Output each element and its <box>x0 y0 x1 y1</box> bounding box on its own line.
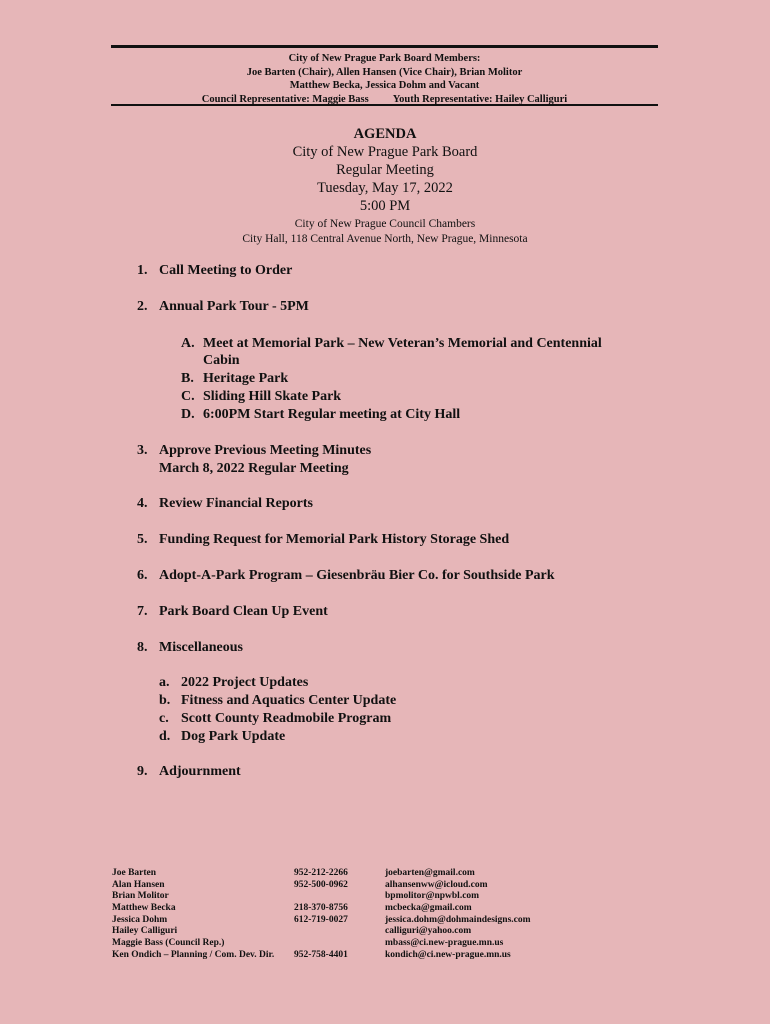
youth-representative: Youth Representative: Hailey Calliguri <box>392 93 568 105</box>
contact-email: kondich@ci.new-prague.mn.us <box>385 949 511 960</box>
contact-phone <box>294 891 348 903</box>
contact-name: Maggie Bass (Council Rep.) <box>112 938 225 949</box>
board-members-header <box>111 52 658 106</box>
contact-phone: 218-370-8756 <box>294 903 348 914</box>
board-name: City of New Prague Park Board <box>292 144 478 160</box>
meeting-type: Regular Meeting <box>336 162 434 178</box>
contact-name: Jessica Dohm <box>112 914 168 925</box>
meeting-time: 5:00 PM <box>359 198 411 214</box>
contact-name: Hailey Calliguri <box>112 926 178 937</box>
tour-subitem-continued: Cabin <box>203 353 240 368</box>
tour-subitem: C. Sliding Hill Skate Park <box>181 389 342 404</box>
contact-name: Alan Hansen <box>112 879 165 890</box>
agenda-title: AGENDA <box>353 126 417 142</box>
contact-name: Matthew Becka <box>112 903 176 914</box>
agenda-heading <box>0 125 770 247</box>
agenda-item: 8. Miscellaneous <box>137 640 243 655</box>
contact-phone: 952-758-4401 <box>294 949 348 960</box>
contact-email: bpmolitor@npwbl.com <box>385 891 480 902</box>
contact-name: Ken Ondich – Planning / Com. Dev. Dir. <box>112 949 275 960</box>
contact-phone <box>294 926 348 938</box>
misc-subitem: b. Fitness and Aquatics Center Update <box>159 693 397 708</box>
misc-subitem: c. Scott County Readmobile Program <box>159 711 392 726</box>
contact-email: mbass@ci.new-prague.mn.us <box>385 938 504 949</box>
agenda-item-continued: March 8, 2022 Regular Meeting <box>159 461 349 476</box>
contact-emails <box>385 868 531 962</box>
contact-phone: 952-212-2266 <box>294 868 348 878</box>
contact-email: alhansenww@icloud.com <box>385 879 488 890</box>
contact-names <box>112 868 274 962</box>
contact-name: Joe Barten <box>112 868 157 878</box>
header-top-rule <box>111 45 658 48</box>
contact-email: mcbecka@gmail.com <box>385 903 472 914</box>
meeting-location-2: City Hall, 118 Central Avenue North, New Prague, Minnesota <box>242 233 528 245</box>
tour-subitem: D. 6:00PM Start Regular meeting at City Hall <box>181 407 461 422</box>
agenda-item: 3. Approve Previous Meeting Minutes <box>137 443 372 458</box>
agenda-item: 6. Adopt-A-Park Program – Giesenbräu Bier Co. for Southside Park <box>137 568 555 583</box>
agenda-item: 5. Funding Request for Memorial Park History Storage Shed <box>137 532 510 547</box>
header-bottom-rule <box>111 104 658 106</box>
contact-name: Brian Molitor <box>112 891 169 902</box>
agenda-item: 9. Adjournment <box>137 764 241 779</box>
misc-subitem: a. 2022 Project Updates <box>159 675 309 690</box>
meeting-date: Tuesday, May 17, 2022 <box>317 180 453 196</box>
agenda-item: 7. Park Board Clean Up Event <box>137 604 328 619</box>
contact-phone <box>294 938 348 950</box>
members-heading: City of New Prague Park Board Members: <box>288 53 481 64</box>
contact-email: calliguri@yahoo.com <box>385 926 472 937</box>
tour-subitem: B. Heritage Park <box>181 371 289 386</box>
agenda-item: 1. Call Meeting to Order <box>137 263 293 278</box>
tour-subitem: A. Meet at Memorial Park – New Veteran’s Memorial and Centennial <box>181 336 602 351</box>
members-line-2: Matthew Becka, Jessica Dohm and Vacant <box>289 80 480 91</box>
meeting-location-1: City of New Prague Council Chambers <box>294 218 476 230</box>
contact-phone: 952-500-0962 <box>294 879 348 890</box>
contact-phones <box>294 868 348 962</box>
agenda-item: 4. Review Financial Reports <box>137 496 313 511</box>
contact-email: jessica.dohm@dohmaindesigns.com <box>385 914 531 925</box>
members-line-1: Joe Barten (Chair), Allen Hansen (Vice Chair), Brian Molitor <box>246 66 523 78</box>
contact-email: joebarten@gmail.com <box>385 868 475 878</box>
contact-phone: 612-719-0027 <box>294 914 348 925</box>
misc-subitem: d. Dog Park Update <box>159 729 286 744</box>
council-representative: Council Representative: Maggie Bass <box>201 93 369 105</box>
agenda-item: 2. Annual Park Tour - 5PM <box>137 299 309 314</box>
